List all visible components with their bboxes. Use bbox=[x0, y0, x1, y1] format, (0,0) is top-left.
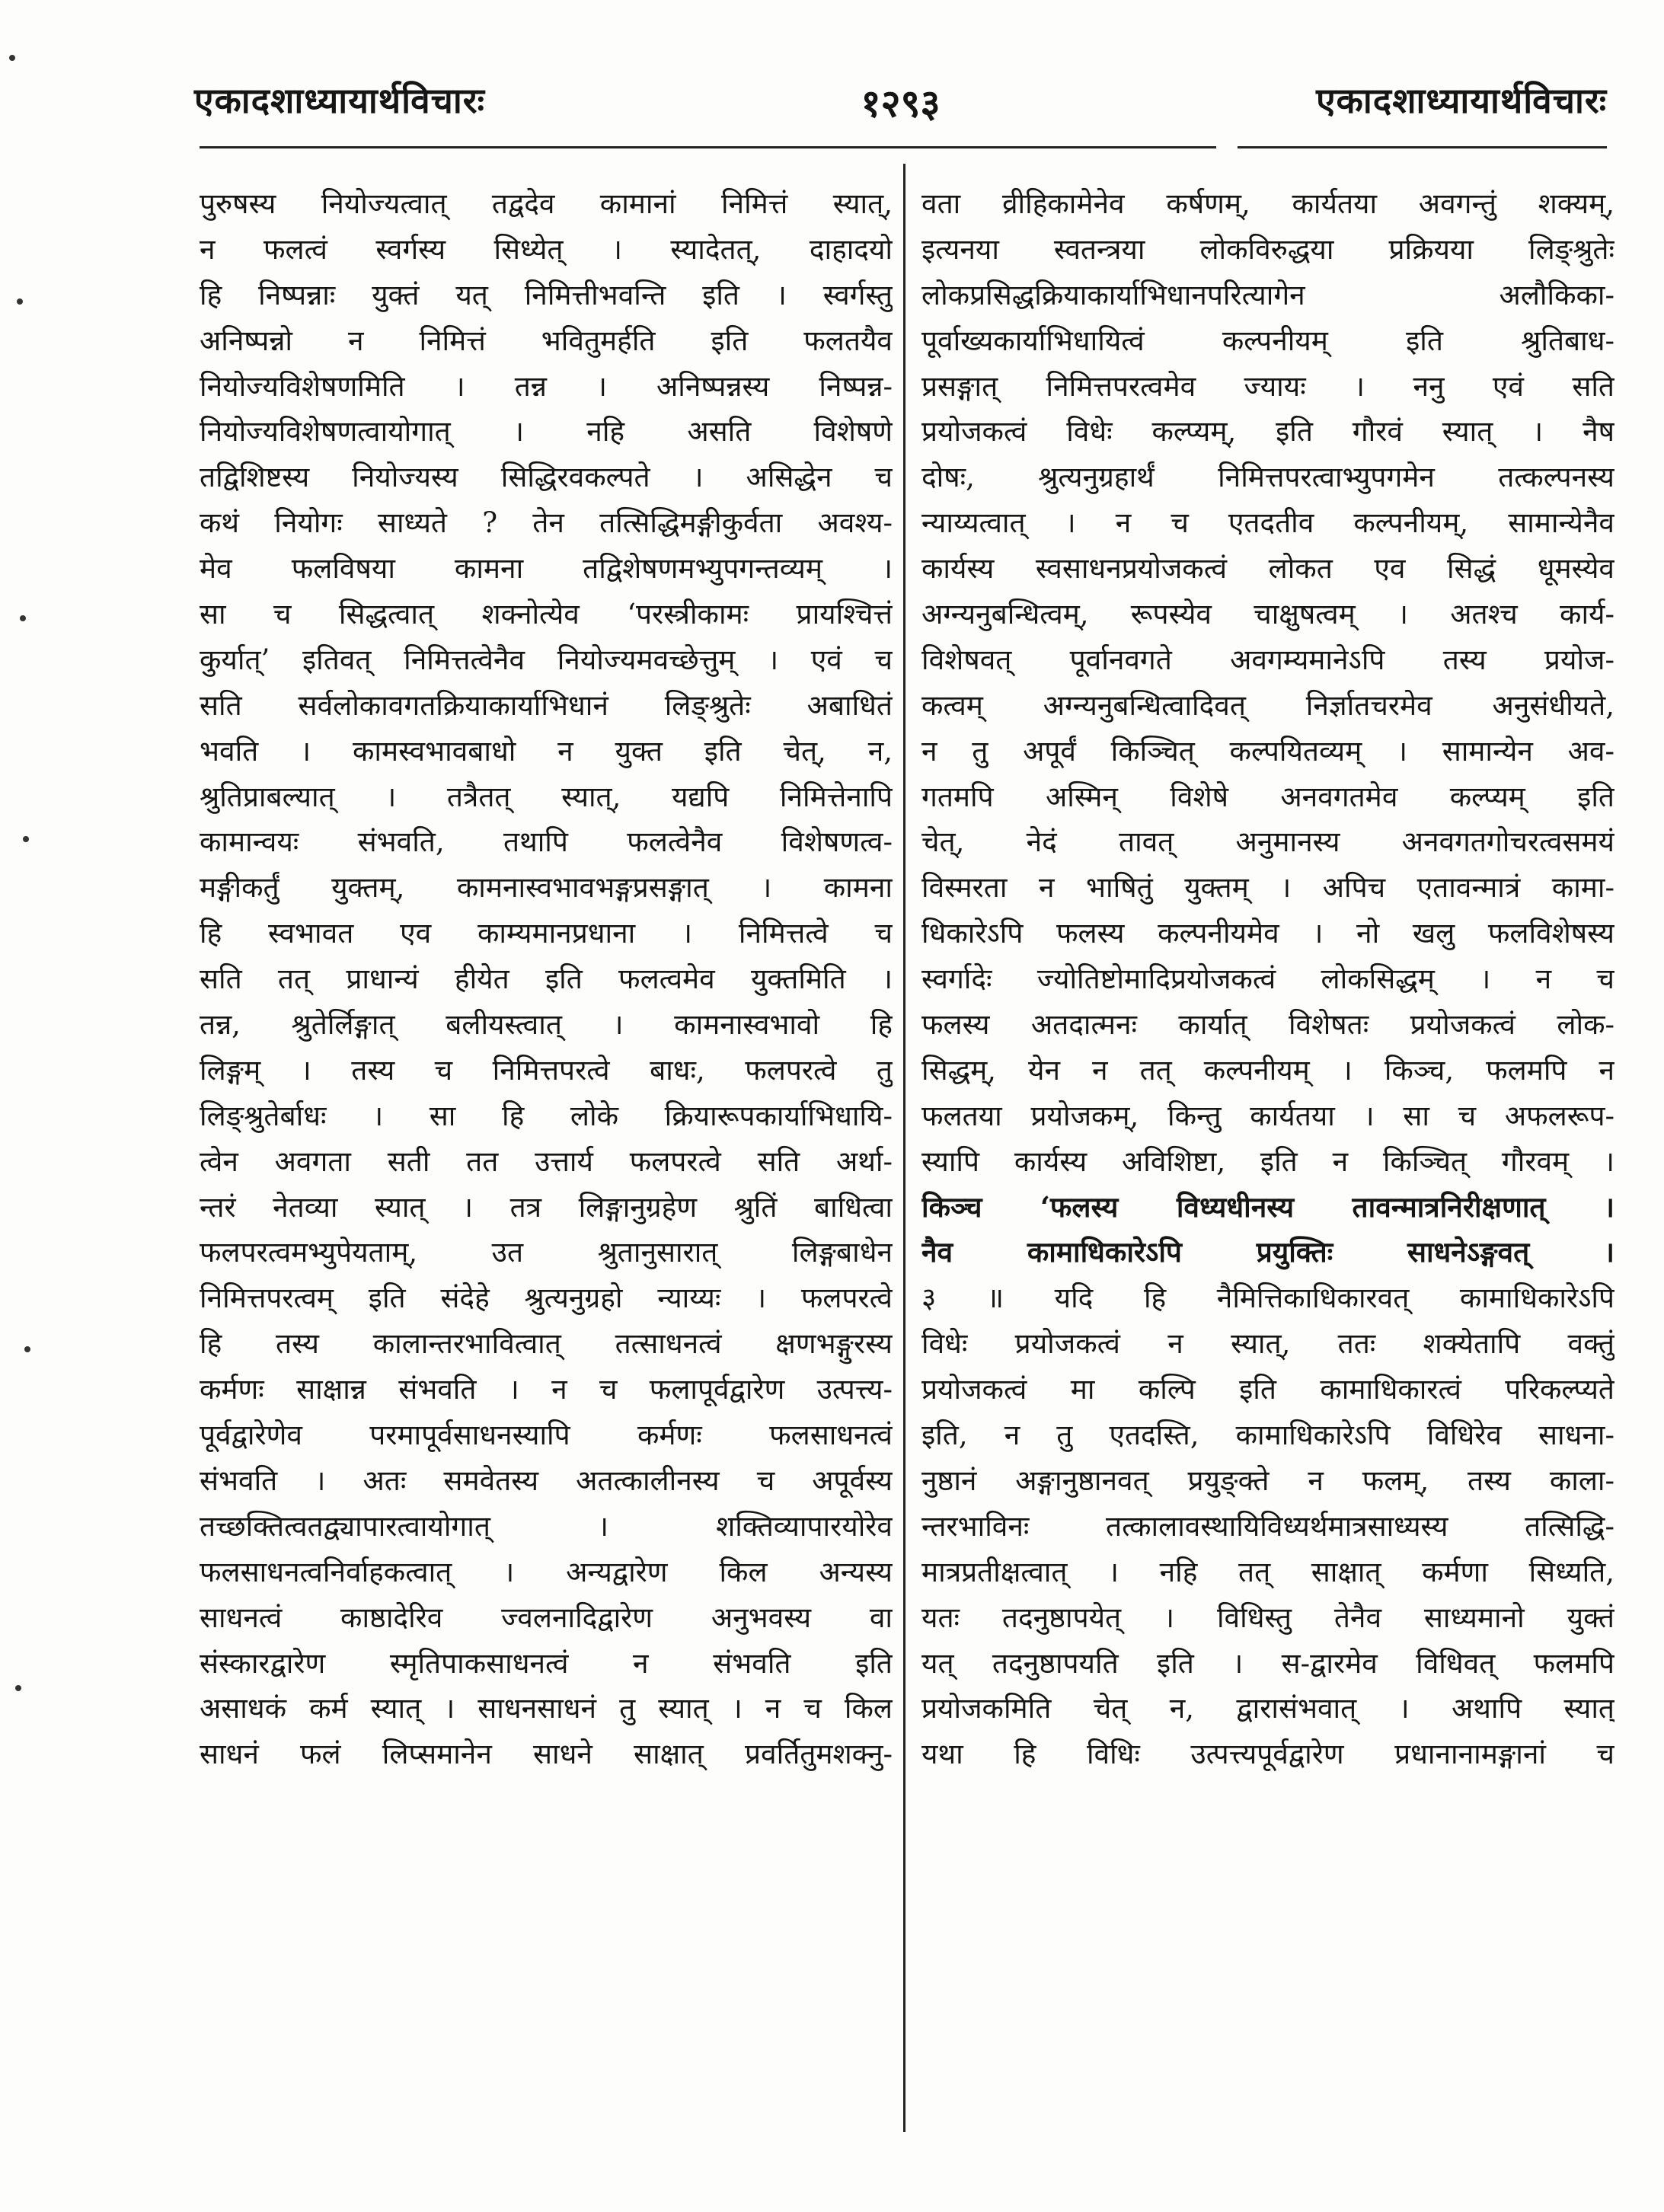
text-line: स्वर्गादेः ज्योतिष्टोमादिप्रयोजकत्वं लोकसिद्धम् । न च bbox=[921, 962, 1614, 996]
text-line: विशेषवत् पूर्वानवगते अवगम्यमानेऽपि तस्य प्रयोज- bbox=[921, 643, 1614, 676]
text-line: दोषः, श्रुत्यनुग्रहार्थं निमित्तपरत्वाभ्युपगमेन तत्कल्पनस्य bbox=[921, 461, 1614, 494]
text-line: लिङ्गम् । तस्य च निमित्तपरत्वे बाधः, फलपरत्वे तु bbox=[200, 1053, 893, 1087]
text-line: इत्यनया स्वतन्त्रया लोकविरुद्धया प्रक्रियया लिङ्श्रुतेः bbox=[921, 232, 1614, 266]
text-line: सिद्धम्, येन न तत् कल्पनीयम् । किञ्च, फलमपि न bbox=[921, 1053, 1614, 1087]
text-line: साधनं फलं लिप्समानेन साधने साक्षात् प्रवर्तितुमशक्नु- bbox=[200, 1738, 893, 1771]
running-head-right: एकादशाध्यायार्थविचारः bbox=[1316, 80, 1607, 121]
text-line: हि निष्पन्नाः युक्तं यत् निमित्तीभवन्ति इति । स्वर्गस्तु bbox=[200, 278, 893, 311]
running-head-left: एकादशाध्यायार्थविचारः bbox=[194, 80, 485, 121]
text-line: साधनत्वं काष्ठादेरिव ज्वलनादिद्वारेण अनुभवस्य वा bbox=[200, 1601, 893, 1634]
text-line: तच्छक्तित्वतद्व्यापारत्वायोगात् । शक्तिव्यापारयोरेव bbox=[200, 1509, 893, 1543]
header-rule-right bbox=[1238, 146, 1607, 148]
text-line: असाधकं कर्म स्यात् । साधनसाधनं तु स्यात् । न च किल bbox=[200, 1692, 893, 1725]
text-line: न्तरं नेतव्या स्यात् । तत्र लिङ्गानुग्रहेण श्रुतिं बाधित्वा bbox=[200, 1190, 893, 1224]
text-line: संस्कारद्वारेण स्मृतिपाकसाधनत्वं न संभवति इति bbox=[200, 1646, 893, 1680]
text-line: पुरुषस्य नियोज्यत्वात् तद्वदेव कामानां निमित्तं स्यात्, bbox=[200, 187, 893, 220]
text-line: यतः तदनुष्ठापयेत् । विधिस्तु तेनैव साध्यमानो युक्तं bbox=[921, 1601, 1614, 1634]
left-text-column bbox=[200, 181, 893, 1777]
margin-dot-5 bbox=[24, 1346, 30, 1352]
text-line: मात्रप्रतीक्षत्वात् । नहि तत् साक्षात् कर्मणा सिध्यति, bbox=[921, 1555, 1614, 1588]
text-line: न तु अपूर्वं किञ्चित् कल्पयितव्यम् । सामान्येन अव- bbox=[921, 734, 1614, 768]
text-line: निमित्तपरत्वम् इति संदेहे श्रुत्यनुग्रहो न्याय्यः । फलपरत्वे bbox=[200, 1282, 893, 1315]
right-text-column bbox=[921, 181, 1614, 1777]
text-line: स्यापि कार्यस्य अविशिष्टा, इति न किञ्चित् गौरवम् । bbox=[921, 1144, 1614, 1178]
text-line: भवति । कामस्वभावबाधो न युक्त इति चेत्, न, bbox=[200, 734, 893, 768]
text-line: फलस्य अतदात्मनः कार्यात् विशेषतः प्रयोजकत्वं लोक- bbox=[921, 1008, 1614, 1042]
text-line: कुर्यात्’ इतिवत् निमित्तत्वेनैव नियोज्यमवच्छेत्तुम् । एवं च bbox=[200, 643, 893, 676]
text-line: श्रुतिप्राबल्यात् । तत्रैतत् स्यात्, यद्यपि निमित्तेनापि bbox=[200, 780, 893, 813]
text-line: पूर्वाख्यकार्याभिधायित्वं कल्पनीयम् इति श्रुतिबाध- bbox=[921, 324, 1614, 357]
text-line: प्रसङ्गात् निमित्तपरत्वमेव ज्यायः । ननु एवं सति bbox=[921, 369, 1614, 403]
text-line: कामान्वयः संभवति, तथापि फलत्वेनैव विशेषणत्व- bbox=[200, 825, 893, 859]
page-header bbox=[194, 76, 1607, 137]
text-line: ३ ॥ यदि हि नैमित्तिकाधिकारवत् कामाधिकारेऽपि bbox=[921, 1282, 1614, 1315]
text-line: प्रयोजकमिति चेत् न, द्वारासंभवात् । अथापि स्यात् bbox=[921, 1692, 1614, 1725]
column-divider bbox=[903, 164, 905, 2132]
text-line: चेत्, नेदं तावत् अनुमानस्य अनवगतगोचरत्वसमयं bbox=[921, 825, 1614, 859]
verse-line: नैव कामाधिकारेऽपि प्रयुक्तिः साधनेऽङ्गवत् । bbox=[921, 1235, 1614, 1269]
text-line: कत्वम् अग्न्यनुबन्धित्वादिवत् निर्ज्ञातचरमेव अनुसंधीयते, bbox=[921, 688, 1614, 722]
header-rule-left bbox=[200, 146, 1216, 148]
text-line: लिङ्श्रुतेर्बाधः । सा हि लोके क्रियारूपकार्याभिधायि- bbox=[200, 1099, 893, 1132]
text-line: सति सर्वलोकावगतक्रियाकार्याभिधानं लिङ्श्रुतेः अबाधितं bbox=[200, 688, 893, 722]
text-line: लोकप्रसिद्धक्रियाकार्याभिधानपरित्यागेन अलौकिका- bbox=[921, 278, 1614, 311]
text-line: विधेः प्रयोजकत्वं न स्यात्, ततः शक्येतापि वक्तुं bbox=[921, 1327, 1614, 1361]
text-line: हि स्वभावत एव काम्यमानप्रधाना । निमित्तत्वे च bbox=[200, 917, 893, 950]
text-line: यथा हि विधिः उत्पत्त्यपूर्वद्वारेण प्रधानानामङ्गानां च bbox=[921, 1738, 1614, 1771]
text-line: पूर्वद्वारेणेव परमापूर्वसाधनस्यापि कर्मणः फलसाधनत्वं bbox=[200, 1419, 893, 1452]
text-line: कथं नियोगः साध्यते ? तेन तत्सिद्धिमङ्गीकुर्वता अवश्य- bbox=[200, 506, 893, 540]
text-line: कार्यस्य स्वसाधनप्रयोजकत्वं लोकत एव सिद्धं धूमस्येव bbox=[921, 552, 1614, 586]
text-line: मङ्गीकर्तुं युक्तम्, कामनास्वभावभङ्गप्रसङ्गात् । कामना bbox=[200, 871, 893, 905]
text-line: प्रयोजकत्वं मा कल्पि इति कामाधिकारत्वं परिकल्प्यते bbox=[921, 1373, 1614, 1406]
text-line: फलपरत्वमभ्युपेयताम्, उत श्रुतानुसारात् लिङ्गबाधेन bbox=[200, 1236, 893, 1269]
text-line: सा च सिद्धत्वात् शक्नोत्येव ‘परस्त्रीकामः प्रायश्चित्तं bbox=[200, 598, 893, 631]
text-line: इति, न तु एतदस्ति, कामाधिकारेऽपि विधिरेव साधना- bbox=[921, 1419, 1614, 1452]
verse-line: किञ्च ‘फलस्य विध्यधीनस्य तावन्मात्रनिरीक्षणात् । bbox=[921, 1189, 1614, 1224]
text-line: नियोज्यविशेषणमिति । तन्न । अनिष्पन्नस्य निष्पन्न- bbox=[200, 369, 893, 403]
text-line: न्तरभाविनः तत्कालावस्थायिविध्यर्थमात्रसाध्यस्य तत्सिद्धि- bbox=[921, 1509, 1614, 1543]
text-line: सति तत् प्राधान्यं हीयेत इति फलत्वमेव युक्तमिति । bbox=[200, 962, 893, 996]
text-line: धिकारेऽपि फलस्य कल्पनीयमेव । नो खलु फलविशेषस्य bbox=[921, 917, 1614, 950]
text-line: प्रयोजकत्वं विधेः कल्प्यम्, इति गौरवं स्यात् । नैष bbox=[921, 415, 1614, 448]
text-line: तन्न, श्रुतेर्लिङ्गात् बलीयस्त्वात् । कामनास्वभावो हि bbox=[200, 1008, 893, 1042]
text-line: अग्न्यनुबन्धित्वम्, रूपस्येव चाक्षुषत्वम् । अतश्च कार्य- bbox=[921, 598, 1614, 631]
text-line: त्वेन अवगता सती तत उत्तार्य फलपरत्वे सति अर्था- bbox=[200, 1144, 893, 1178]
margin-dot-2 bbox=[17, 298, 23, 305]
margin-dot-4 bbox=[23, 836, 29, 842]
margin-dot-3 bbox=[20, 615, 26, 621]
text-line: यत् तदनुष्ठापयति इति । स-द्वारमेव विधिवत् फलमपि bbox=[921, 1646, 1614, 1680]
text-line: न्याय्यत्वात् । न च एतदतीव कल्पनीयम्, सामान्येनैव bbox=[921, 506, 1614, 540]
text-line: फलतया प्रयोजकम्, किन्तु कार्यतया । सा च अफलरूप- bbox=[921, 1099, 1614, 1132]
text-line: हि तस्य कालान्तरभावित्वात् तत्साधनत्वं क्षणभङ्गुरस्य bbox=[200, 1327, 893, 1361]
text-line: मेव फलविषया कामना तद्विशेषणमभ्युपगन्तव्यम् । bbox=[200, 552, 893, 586]
text-line: न फलत्वं स्वर्गस्य सिध्येत् । स्यादेतत्, दाहादयो bbox=[200, 232, 893, 266]
text-line: तद्विशिष्टस्य नियोज्यस्य सिद्धिरवकल्पते । असिद्धेन च bbox=[200, 461, 893, 494]
text-line: संभवति । अतः समवेतस्य अतत्कालीनस्य च अपूर्वस्य bbox=[200, 1463, 893, 1497]
text-line: वता व्रीहिकामेनेव कर्षणम्, कार्यतया अवगन्तुं शक्यम्, bbox=[921, 187, 1614, 220]
text-line: नुष्ठानं अङ्गानुष्ठानवत् प्रयुङ्क्ते न फलम्, तस्य काला- bbox=[921, 1463, 1614, 1497]
text-line: कर्मणः साक्षान्न संभवति । न च फलापूर्वद्वारेण उत्पत्त्य- bbox=[200, 1373, 893, 1406]
text-line: विस्मरता न भाषितुं युक्तम् । अपिच एतावन्मात्रं कामा- bbox=[921, 871, 1614, 905]
text-line: अनिष्पन्नो न निमित्तं भवितुमर्हति इति फलतयैव bbox=[200, 324, 893, 357]
page-number: १२९३ bbox=[861, 81, 941, 126]
text-line: नियोज्यविशेषणत्वायोगात् । नहि असति विशेषणे bbox=[200, 415, 893, 448]
text-line: गतमपि अस्मिन् विशेषे अनवगतमेव कल्प्यम् इति bbox=[921, 780, 1614, 813]
margin-dot-1 bbox=[9, 55, 15, 61]
margin-dot-6 bbox=[15, 1685, 21, 1691]
text-line: फलसाधनत्वनिर्वाहकत्वात् । अन्यद्वारेण किल अन्यस्य bbox=[200, 1555, 893, 1588]
